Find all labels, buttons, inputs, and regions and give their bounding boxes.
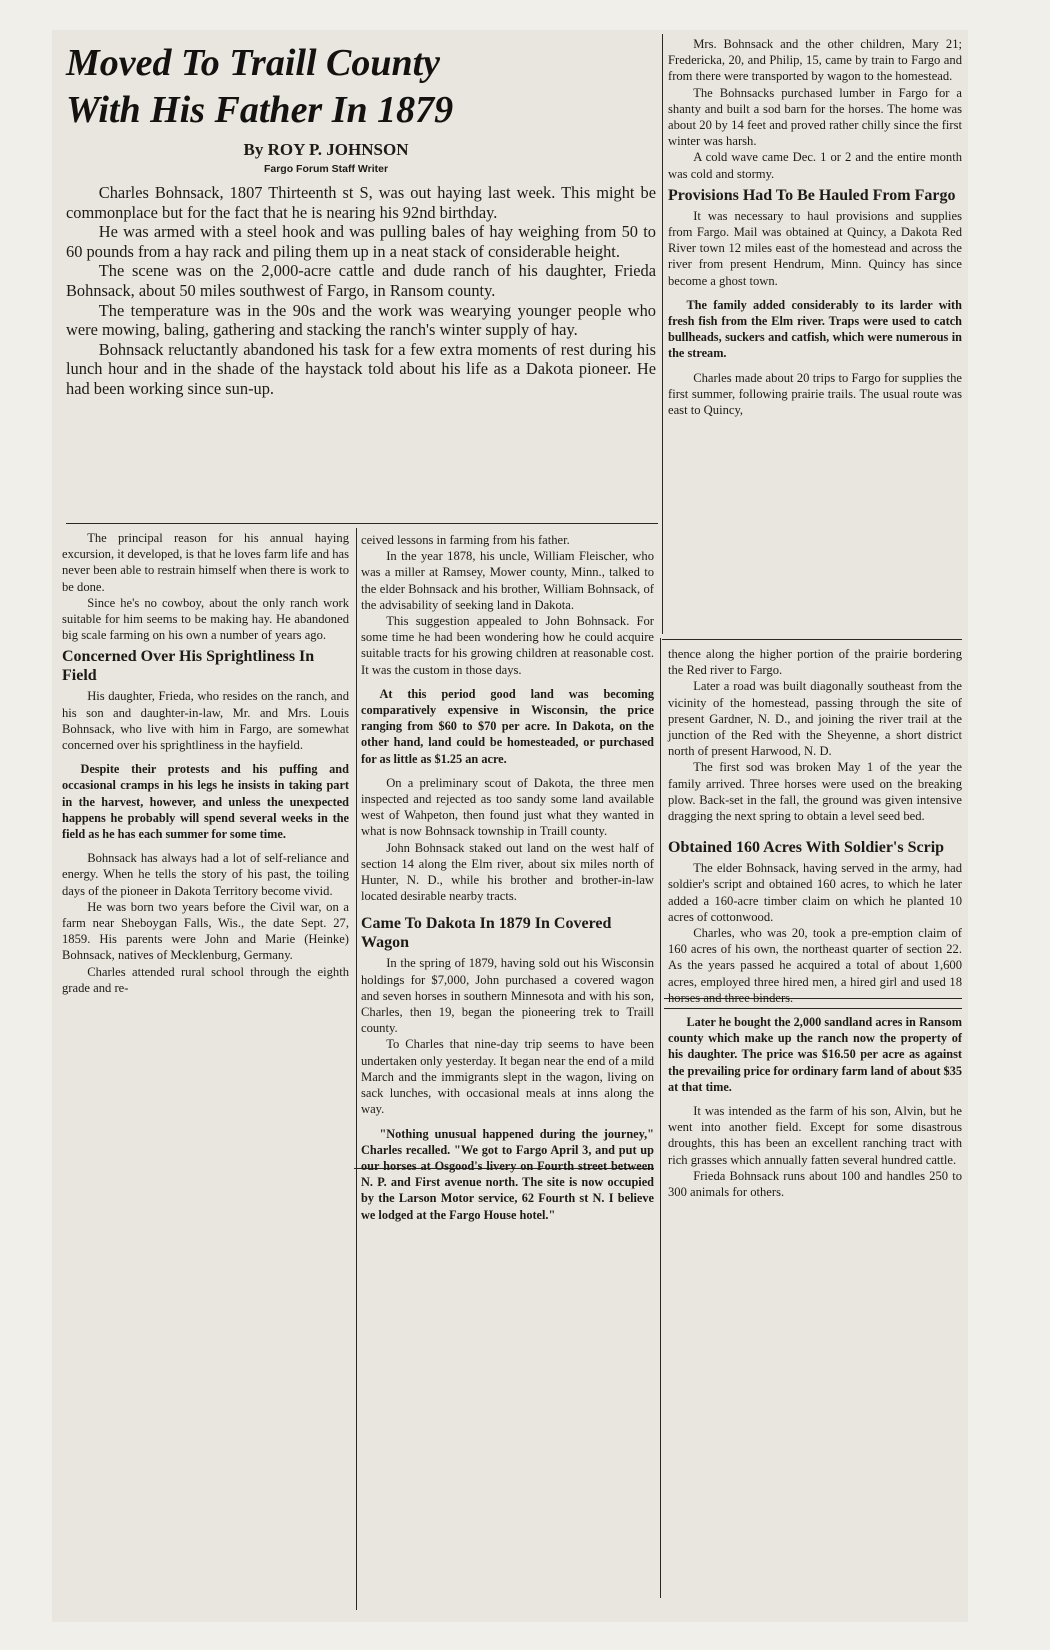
body-paragraph: Charles, who was 20, took a pre-emption claim of 160 acres of his own, the northeast quarter of section 22. As the years passed he acquired a total of about 1,600 acres, employed three hired men, a hired girl and used 18 horses and three binders. — [668, 926, 962, 1005]
section-rule — [66, 523, 658, 524]
body-paragraph: The Bohnsacks purchased lumber in Fargo for a shanty and built a sod barn for the horses. The home was about 20 by 14 feet and proved rather chilly since the first winter was harsh. — [668, 85, 962, 149]
body-paragraph: To Charles that nine-day trip seems to have been undertaken only yesterday. It began near the end of a mild March and the immigrants slept in the wagon, living on sack lunches, with occasional meals at inns along the way. — [361, 1037, 654, 1117]
lead-paragraph: The temperature was in the 90s and the work was wearying younger people who were mowing, baling, gathering and stacking the ranch's winter supply of hay. — [66, 300, 656, 340]
section-rule — [662, 639, 962, 640]
column-rule — [660, 638, 661, 1598]
body-paragraph: Charles made about 20 trips to Fargo for supplies the first summer, following prairie trails. The usual route was east to Quincy, — [668, 370, 962, 418]
column-3-bottom — [668, 646, 962, 1200]
bold-paragraph: At this period good land was becoming comparatively expensive in Wisconsin, the price ranging from $60 to $70 per acre. In Dakota, on the other hand, land could be homesteaded, or purchased for as little as $1.25 an acre. — [361, 686, 654, 766]
body-paragraph: Since he's no cowboy, about the only ranch work suitable for him seems to be making hay. He abandoned big scale farming on his own a number of years ago. — [62, 595, 349, 643]
body-paragraph: It was intended as the farm of his son, Alvin, but he went into another field. Except for some disastrous droughts, this has been an excellent ranching tract with rich grasses which annually fatten several hundred cattle. — [668, 1104, 962, 1167]
lead-paragraph: He was armed with a steel hook and was pulling bales of hay weighing from 50 to 60 pounds from a hay rack and piling them up in a neat stack of considerable height. — [66, 222, 656, 261]
body-paragraph: This suggestion appealed to John Bohnsack. For some time he had been wondering how he could acquire suitable tracts for his growing children at reasonable cost. It was the custom in those days. — [361, 614, 654, 677]
column-rule — [662, 34, 663, 634]
bold-paragraph: Later he bought the 2,000 sandland acres in Ransom county which make up the ranch now the property of his daughter. The price was $16.50 per acre as against the prevailing price for ordinary farm land of about $35 at that time. — [668, 1015, 962, 1094]
body-paragraph: The principal reason for his annual haying excursion, it developed, is that he loves farm life and has never been able to restrain himself when there is work to be done. — [62, 531, 349, 594]
headline — [66, 40, 586, 134]
body-paragraph: A cold wave came Dec. 1 or 2 and the entire month was cold and stormy. — [668, 150, 962, 181]
body-paragraph: Mrs. Bohnsack and the other children, Mary 21; Fredericka, 20, and Philip, 15, came by train to Fargo and from there were transported by wagon to the homestead. — [668, 37, 962, 84]
lead-paragraph: Charles Bohnsack, 1807 Thirteenth st S, was out haying last week. This might be commonplace but for the fact that he is nearing his 92nd birthday. — [66, 183, 656, 222]
body-paragraph: Bohnsack has always had a lot of self-reliance and energy. When he tells the story of his past, the toiling days of the pioneer in Dakota Territory become vivid. — [62, 851, 349, 898]
body-paragraph: It was necessary to haul provisions and supplies from Fargo. Mail was obtained at Quincy, a Dakota Red River town 12 miles east of the homestead and across the river from present Hendrum, Minn. Quincy has since become a ghost town. — [668, 208, 962, 288]
subheading: Came To Dakota In 1879 In Covered Wagon — [361, 915, 612, 952]
lead-paragraph: Bohnsack reluctantly abandoned his task for a few extra moments of rest during his lunch hour and in the shade of the haystack told about his life as a Dakota pioneer. He had been working since sun-up. — [66, 339, 656, 398]
bold-paragraph: Despite their protests and his puffing and occasional cramps in his legs he insists in taking part in the harvest, however, and unless the unexpected happens he probably will spend several weeks in the field as he has each summer for some time. — [62, 762, 349, 842]
column-2 — [361, 532, 654, 1223]
body-paragraph: His daughter, Frieda, who resides on the ranch, and his son and daughter-in-law, Mr. and Mrs. Louis Bohnsack, who live with him in Fargo, are somewhat concerned over his sprightliness in the hayfield. — [62, 689, 349, 753]
subheading: Provisions Had To Be Hauled From Fargo — [668, 186, 956, 204]
body-paragraph: In the spring of 1879, having sold out his Wisconsin holdings for $7,000, John purchased a covered wagon and seven horses in southern Minnesota and with his son, Charles, then 19, began the pioneering trek to Traill county. — [361, 956, 654, 1036]
body-paragraph: John Bohnsack staked out land on the west half of section 14 along the Elm river, about six miles north of Hunter, N. D., while his brother and brother-in-law located desirable nearby tracts. — [361, 840, 654, 904]
headline-line-2: With His Father In 1879 — [66, 89, 454, 131]
body-paragraph: Frieda Bohnsack runs about 100 and handles 250 to 300 animals for others. — [668, 1168, 962, 1200]
body-paragraph: The elder Bohnsack, having served in the army, had soldier's script and obtained 160 acres, to which he later added a 160-acre timber claim on which he planted 10 acres of cottonwood. — [668, 861, 962, 924]
body-paragraph: He was born two years before the Civil war, on a farm near Sheboygan Falls, Wis., the date Sept. 27, 1859. His parents were John and Marie (Heinke) Bohnsack, natives of Mecklenburg, Germany. — [62, 899, 349, 963]
subheading: Concerned Over His Sprightliness In Field — [62, 648, 315, 685]
subheading: Obtained 160 Acres With Soldier's Scrip — [668, 839, 945, 857]
headline-line-1: Moved To Traill County — [66, 42, 441, 84]
byline: By ROY P. JOHNSON — [243, 140, 409, 159]
body-paragraph: The first sod was broken May 1 of the year the family arrived. Three horses were used on the breaking plow. Back-set in the fall, the ground was given intensive dragging the next spring to obtain a level seed bed. — [668, 760, 962, 824]
bold-paragraph: The family added considerably to its larder with fresh fish from the Elm river. Traps were used to catch bullheads, suckers and catfish, which were numerous in the stream. — [668, 297, 962, 361]
column-rule — [356, 528, 357, 1610]
body-paragraph: ceived lessons in farming from his father. — [361, 533, 570, 547]
staff-credit: Fargo Forum Staff Writer — [263, 163, 389, 175]
lead-section — [66, 183, 656, 399]
bold-paragraph: "Nothing unusual happened during the journey," Charles recalled. "We got to Fargo April 3, and put up our horses at Osgood's livery on Fourth street between N. P. and First avenue north. The site is now occupied by the Larson Motor service, 62 Fourth st N. I believe we lodged at the Fargo House hotel." — [361, 1126, 654, 1222]
column-1 — [62, 530, 349, 996]
body-paragraph: In the year 1878, his uncle, William Fleischer, who was a miller at Ramsey, Mower county, Minn., talked to the elder Bohnsack and his brother, William Bohnsack, of the advisability of seeking land in Dakota. — [361, 549, 654, 612]
lead-paragraph: The scene was on the 2,000-acre cattle and dude ranch of his daughter, Frieda Bohnsack, about 50 miles southwest of Fargo, in Ransom county. — [66, 261, 656, 300]
body-paragraph: Charles attended rural school through the eighth grade and re- — [62, 964, 349, 995]
body-paragraph: On a preliminary scout of Dakota, the three men inspected and rejected as too sandy some land available west of Wahpeton, then found just what they wanted in what is now Bohnsack township in Traill county. — [361, 775, 654, 839]
body-paragraph: Later a road was built diagonally southeast from the vicinity of the homestead, passing through the site of present Gardner, N. D., and joining the river trail at the junction of the Red with the Sheyenne, a short district north of present Harwood, N. D. — [668, 679, 962, 759]
body-paragraph: thence along the higher portion of the prairie bordering the Red river to Fargo. — [668, 647, 962, 678]
column-3-top — [668, 36, 962, 418]
